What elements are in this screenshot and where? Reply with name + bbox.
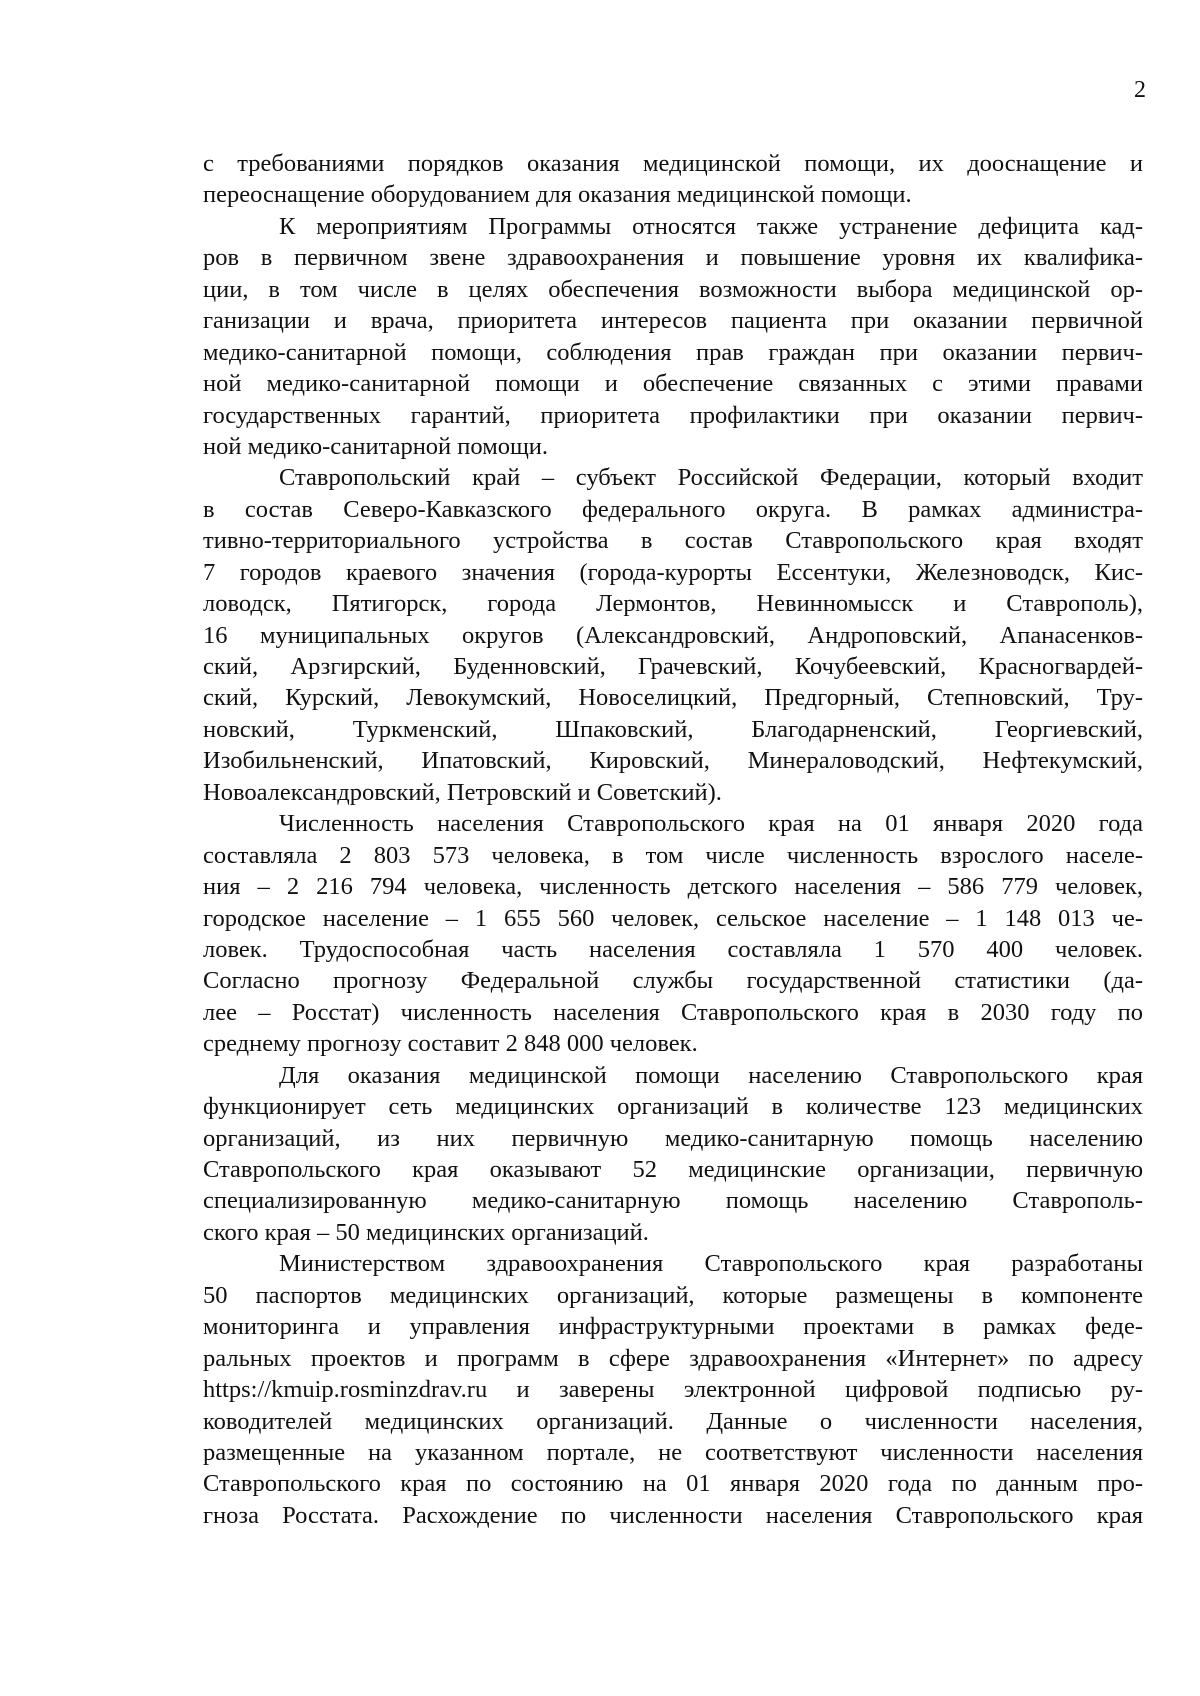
text-line: 16 муниципальных округов (Александровский, Андроповский, Апанасенков- — [203, 621, 1143, 649]
text-line: ров в первичном звене здравоохранения и повышение уровня их квалифика- — [203, 244, 1143, 272]
text-line: специализированную медико-санитарную помощь населению Ставрополь- — [203, 1187, 1143, 1215]
text-line: новский, Туркменский, Шпаковский, Благодарненский, Георгиевский, — [203, 715, 1143, 743]
text-line: с требованиями порядков оказания медицинской помощи, их дооснащение и — [203, 150, 1143, 177]
text-line: гноза Росстата. Расхождение по численности населения Ставропольского края — [203, 1501, 1143, 1529]
text-line: лее – Росстат) численность населения Ставропольского края в 2030 году по — [203, 998, 1143, 1026]
text-line: среднему прогнозу составит 2 848 000 человек. — [203, 1030, 698, 1058]
text-line: мониторинга и управления инфраструктурными проектами в рамках феде- — [203, 1313, 1143, 1341]
text-line: размещенные на указанном портале, не соответствуют численности населения — [203, 1438, 1143, 1466]
text-line: организаций, из них первичную медико-санитарную помощь населению — [203, 1124, 1143, 1152]
text-line: 7 городов краевого значения (города-курорты Ессентуки, Железноводск, Кис- — [203, 558, 1143, 586]
text-line: К мероприятиям Программы относятся также устранение дефицита кад- — [279, 212, 1143, 240]
text-line: городское население – 1 655 560 человек, сельское население – 1 148 013 че- — [203, 904, 1143, 932]
text-line: Ставропольский край – субъект Российской Федерации, который входит — [279, 464, 1143, 492]
text-line: медико-санитарной помощи, соблюдения прав граждан при оказании первич- — [203, 338, 1143, 366]
text-line: тивно-территориального устройства в состав Ставропольского края входят — [203, 527, 1143, 555]
text-line: Численность населения Ставропольского края на 01 января 2020 года — [279, 810, 1143, 838]
text-line: ский, Курский, Левокумский, Новоселицкий, Предгорный, Степновский, Тру- — [203, 684, 1143, 712]
text-line: в состав Северо-Кавказского федерального округа. В рамках администра- — [203, 495, 1143, 523]
text-line: ной медико-санитарной помощи. — [203, 432, 549, 460]
text-line: Новоалександровский, Петровский и Советский). — [203, 778, 722, 806]
text-line: функционирует сеть медицинских организаций в количестве 123 медицинских — [203, 1093, 1143, 1121]
text-line: Изобильненский, Ипатовский, Кировский, Минераловодский, Нефтекумский, — [203, 747, 1143, 775]
text-line: ский, Арзгирский, Буденновский, Грачевский, Кочубеевский, Красногвардей- — [203, 653, 1143, 680]
text-line: https://kmuip.rosminzdrav.ru и заверены электронной цифровой подписью ру- — [203, 1376, 1143, 1404]
text-line: ральных проектов и программ в сфере здравоохранения «Интернет» по адресу — [203, 1344, 1143, 1372]
text-line: составляла 2 803 573 человека, в том числе численность взрослого населе- — [203, 841, 1143, 869]
text-line: ководителей медицинских организаций. Данные о численности населения, — [203, 1407, 1143, 1435]
page-number: 2 — [1134, 77, 1146, 103]
text-line: 50 паспортов медицинских организаций, которые размещены в компоненте — [203, 1281, 1143, 1309]
text-line: ганизации и врача, приоритета интересов пациента при оказании первичной — [203, 307, 1143, 335]
body-text — [203, 148, 1143, 1531]
text-line: Согласно прогнозу Федеральной службы государственной статистики (да- — [203, 967, 1143, 995]
text-line: Ставропольского края по состоянию на 01 января 2020 года по данным про- — [203, 1470, 1143, 1498]
text-line: ной медико-санитарной помощи и обеспечение связанных с этими правами — [203, 370, 1143, 398]
text-line: переоснащение оборудованием для оказания медицинской помощи. — [203, 181, 912, 209]
text-line: Ставропольского края оказывают 52 медицинские организации, первичную — [203, 1156, 1143, 1183]
text-line: ского края – 50 медицинских организаций. — [203, 1218, 649, 1246]
text-line: Для оказания медицинской помощи населению Ставропольского края — [279, 1061, 1143, 1089]
text-line: ния – 2 216 794 человека, численность детского населения – 586 779 человек, — [203, 873, 1143, 901]
text-line: ции, в том числе в целях обеспечения возможности выбора медицинской ор- — [203, 275, 1143, 303]
text-line: государственных гарантий, приоритета профилактики при оказании первич- — [203, 401, 1143, 429]
text-line: ловодск, Пятигорск, города Лермонтов, Невинномысск и Ставрополь), — [203, 590, 1143, 618]
text-line: ловек. Трудоспособная часть населения составляла 1 570 400 человек. — [203, 935, 1143, 963]
text-line: Министерством здравоохранения Ставропольского края разработаны — [279, 1250, 1143, 1278]
